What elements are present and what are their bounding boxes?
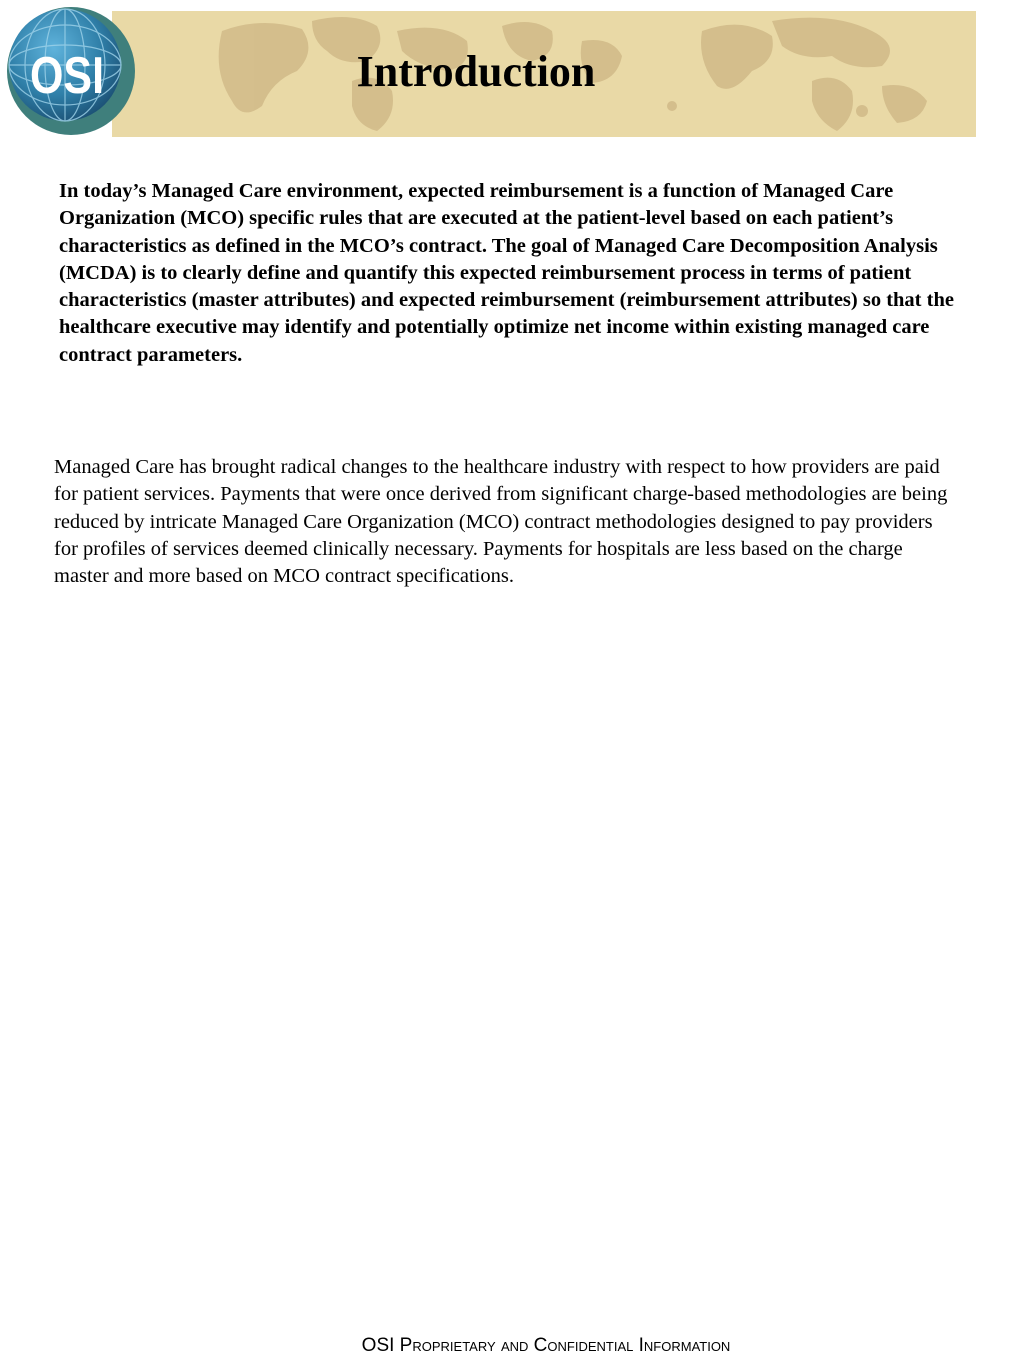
footer-confidential: OSI Proprietary and Confidential Information [361, 1335, 731, 1356]
page-title: Introduction [356, 47, 596, 96]
logo-text: OSI [30, 47, 104, 105]
intro-body: Managed Care has brought radical changes to the healthcare industry with respect to how providers are paid for patient services. Payments that were once derived from significant charge-based methodologies are being reduced by intricate Managed Care Organization (MCO) contract methodologies designed to pay providers for profiles of services deemed clinically necessary. Payments for hospitals are less based on the charge master and more based on MCO contract specifications. [54, 456, 948, 588]
intro-summary: In today’s Managed Care environment, expected reimbursement is a function of Managed Care Organization (MCO) specific rules that are executed at the patient-level based on each patient’s characteristics as defined in the MCO’s contract. The goal of Managed Care Decomposition Analysis (MCDA) is to clearly define and quantify this expected reimbursement process in terms of patient characteristics (master attributes) and expected reimbursement (reimbursement attributes) so that the healthcare executive may identify and potentially optimize net income within existing managed care contract parameters. [59, 180, 954, 366]
